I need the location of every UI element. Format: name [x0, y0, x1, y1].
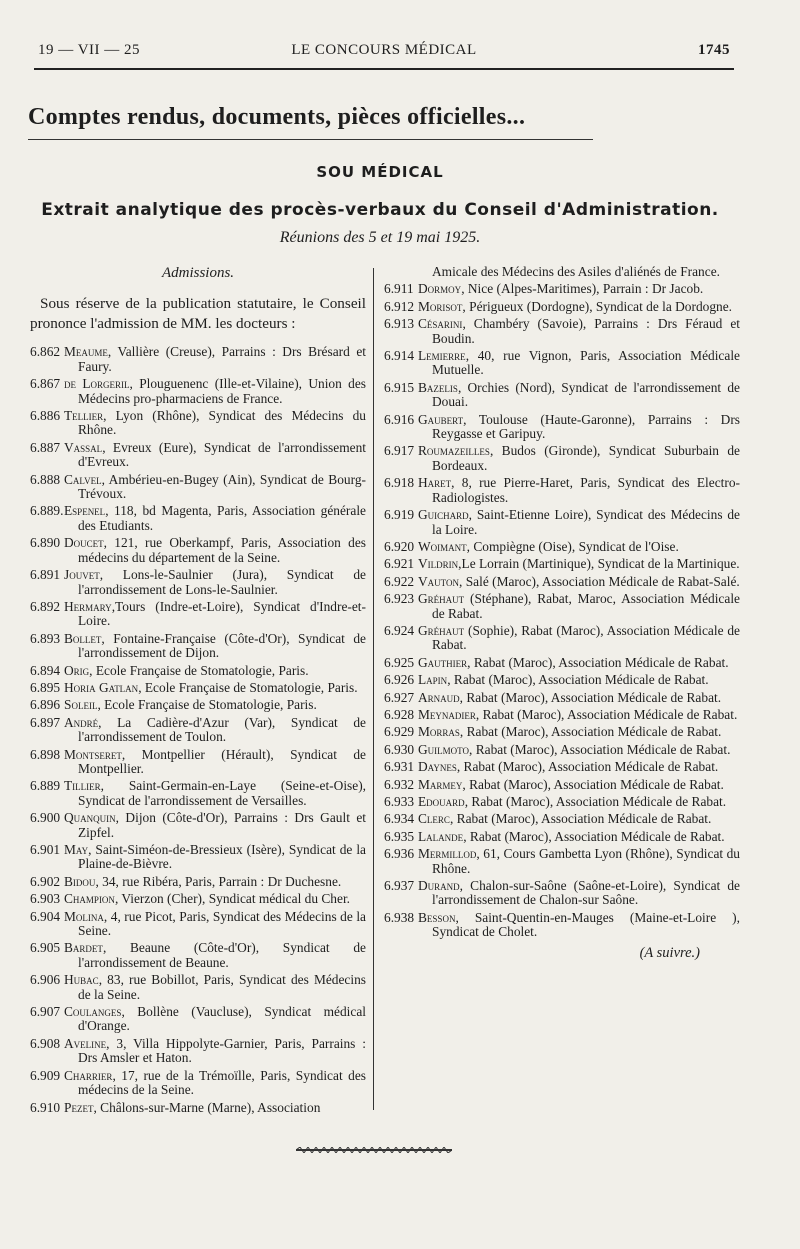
- issue-date: 19 — VII — 25: [38, 42, 141, 58]
- entry-name: Lapin: [418, 672, 448, 688]
- member-entry: [384, 673, 740, 687]
- section-rule: [28, 139, 593, 140]
- member-entry: [384, 812, 740, 826]
- entry-name: Quanquin: [64, 810, 116, 826]
- entry-text: , Chalon-sur-Saône (Saône-et-Loire), Syndicat de l'arrondissement de Chalon-sur Saône.: [432, 878, 740, 908]
- entry-number: 6.916: [384, 411, 415, 427]
- entry-number: 6.927: [384, 689, 415, 705]
- member-entry: [384, 444, 740, 473]
- member-entry: [384, 743, 740, 757]
- entry-text: , 4, rue Picot, Paris, Syndicat des Médecins de la Seine.: [78, 908, 366, 939]
- entry-number: 6.919: [384, 507, 415, 523]
- entry-name: Charrier: [64, 1067, 113, 1083]
- entry-text: , Rabat (Maroc), Association Médicale de Rabat.: [456, 759, 719, 775]
- page-number: 1745: [698, 42, 730, 58]
- entry-text: , Vierzon (Cher), Syndicat médical du Cher.: [114, 891, 351, 907]
- entry-name: Guilmoto: [418, 741, 470, 757]
- entry-number: 6.918: [384, 475, 415, 491]
- entry-text: , 8, rue Pierre-Haret, Paris, Syndicat des Electro-Radiologistes.: [432, 475, 740, 505]
- entry-number: 6.891: [30, 567, 61, 583]
- right-column: [384, 266, 740, 960]
- entry-number: 6.895: [30, 679, 61, 695]
- entry-number: 6.867: [30, 376, 61, 392]
- entry-name: Gauthier: [418, 654, 468, 670]
- entry-name: Bidou: [64, 873, 96, 889]
- entry-text: , Beaune (Côte-d'Or), Syndicat de l'arrondissement de Beaune.: [78, 940, 366, 970]
- entry-text: , Rabat (Maroc), Association Médicale de Rabat.: [447, 672, 709, 688]
- entry-number: 6.931: [384, 759, 415, 775]
- member-entry: [384, 847, 740, 876]
- entry-name: Woimant: [418, 538, 467, 554]
- entry-text: , 118, bd Magenta, Paris, Association générale des Etudiants.: [78, 503, 366, 533]
- entry-name: Bazelis: [418, 379, 458, 395]
- entry-text: , Nice (Alpes-Maritimes), Parrain : Dr Jacob.: [461, 281, 704, 297]
- member-entry: [30, 632, 366, 661]
- member-entry: [30, 941, 366, 970]
- entry-number: 6.935: [384, 828, 415, 844]
- entry-name: Edouard: [418, 794, 465, 809]
- entry-text: , Montpellier (Hérault), Syndicat de Montpellier.: [78, 746, 366, 776]
- entry-name: Gréhaut: [418, 591, 465, 607]
- entry-text: , Ecole Française de Stomatologie, Paris.: [97, 697, 317, 713]
- member-entry: [384, 795, 740, 809]
- member-entry: [384, 476, 740, 505]
- entry-name: May: [64, 842, 89, 857]
- entry-number: 6.892: [30, 598, 61, 614]
- entry-number: 6.889: [30, 778, 61, 794]
- entry-text: , 83, rue Bobillot, Paris, Syndicat des Médecins de la Seine.: [78, 972, 366, 1002]
- entry-text: , Rabat (Maroc), Association Médicale de Rabat.: [459, 724, 722, 740]
- entry-text: , Salé (Maroc), Association Médicale de Rabat-Salé.: [459, 573, 740, 589]
- entry-number: 6.934: [384, 811, 415, 827]
- entry-text: , Bollène (Vaucluse), Syndicat médical d'Orange.: [78, 1004, 366, 1034]
- entry-number: 6.906: [30, 972, 61, 988]
- entry-text: , Saint-Quentin-en-Mauges (Maine-et-Loire ), Syndicat de Cholet.: [432, 909, 740, 940]
- entry-text: , Orchies (Nord), Syndicat de l'arrondissement de Douai.: [432, 379, 740, 410]
- entry-number: 6.920: [384, 538, 415, 554]
- entry-number: 6.902: [30, 873, 61, 889]
- entry-name: Haret: [418, 475, 452, 491]
- entry-name: Lalande: [418, 828, 464, 844]
- entry-text: ,Le Lorrain (Martinique), Syndicat de la Martinique.: [458, 556, 740, 572]
- entry-number: 6.914: [384, 348, 415, 364]
- entry-text: , Vallière (Creuse), Parrains : Drs Brésard et Faury.: [78, 344, 366, 374]
- column-divider: [373, 268, 374, 1110]
- entry-text: , Plouguenenc (Ille-et-Vilaine), Union des Médecins pro-pharmaciens de France.: [78, 376, 366, 406]
- entry-number: 6.898: [30, 746, 61, 762]
- member-entry: [384, 656, 740, 670]
- ornament-rule: [296, 1147, 452, 1153]
- entry-name: Césarini: [418, 316, 463, 332]
- entry-name: Daynes: [418, 759, 457, 775]
- entry-number: 6.924: [384, 622, 415, 638]
- entry-name: Bollet: [64, 630, 102, 646]
- member-entry: [30, 409, 366, 438]
- member-entry: [30, 568, 366, 597]
- entry-name: Vauton: [418, 573, 460, 589]
- entry-name: de Lorgeril: [64, 376, 130, 392]
- left-column: [30, 266, 366, 1118]
- entry-number: 6.896: [30, 697, 61, 713]
- entry-text: , Saint-Germain-en-Laye (Seine-et-Oise), Syndicat de l'arrondissement de Versailles.: [78, 778, 366, 808]
- member-entry: [384, 540, 740, 554]
- entry-text: , Evreux (Eure), Syndicat de l'arrondissement d'Evreux.: [78, 439, 366, 470]
- entry-continuation: Amicale des Médecins des Asiles d'aliénés de France.: [432, 264, 720, 279]
- entry-text: , Périgueux (Dordogne), Syndicat de la Dordogne.: [462, 298, 733, 314]
- entry-number: 6.917: [384, 443, 415, 459]
- journal-title: LE CONCOURS MÉDICAL: [291, 42, 477, 58]
- entry-name: Gaubert: [418, 411, 464, 427]
- entry-name: Hermary: [64, 598, 112, 614]
- entry-number: 6.909: [30, 1067, 61, 1083]
- member-entry: [384, 879, 740, 908]
- entry-name: Meaume: [64, 344, 108, 360]
- entry-number: 6.938: [384, 909, 415, 925]
- entry-name: Tillier: [64, 778, 101, 794]
- sou-medical-heading: SOU MÉDICAL: [316, 163, 444, 181]
- member-entry: [384, 691, 740, 705]
- entry-name: Calvel: [64, 471, 102, 487]
- member-entry: [384, 508, 740, 537]
- member-entry: [384, 300, 740, 314]
- entry-name: Gréhaut: [418, 622, 465, 638]
- member-entry: [30, 892, 366, 906]
- member-entry: [384, 557, 740, 571]
- entry-number: 6.910: [30, 1099, 61, 1115]
- entry-text: (Sophie), Rabat (Maroc), Association Médicale de Rabat.: [432, 622, 740, 653]
- entry-number: 6.900: [30, 810, 61, 826]
- entry-name: Dormoy: [418, 281, 462, 297]
- entry-number: 6.937: [384, 878, 415, 894]
- member-entry: [30, 664, 366, 678]
- entry-text: , Rabat (Maroc), Association Médicale de Rabat.: [475, 706, 738, 722]
- entry-text: ,Tours (Indre-et-Loire), Syndicat d'Indre-et-Loire.: [78, 598, 366, 629]
- entry-text: , Saint-Etienne Loire), Syndicat des Médecins de la Loire.: [432, 507, 740, 537]
- entry-number: 6.921: [384, 556, 415, 572]
- member-entry: [384, 760, 740, 774]
- entry-number: 6.903: [30, 891, 61, 907]
- entry-name: Vildrin: [418, 556, 459, 572]
- member-entry: [384, 282, 740, 296]
- entry-name: Roumazeilles: [418, 443, 490, 459]
- entry-name: Bardet: [64, 940, 103, 956]
- entry-name: Espenel: [64, 503, 106, 519]
- member-entry: [384, 317, 740, 346]
- a-suivre: (A suivre.): [639, 944, 700, 961]
- entry-text: , Rabat (Maroc), Association Médicale de Rabat.: [459, 689, 722, 705]
- entry-name: Aveline: [64, 1035, 107, 1051]
- entry-text: , 34, rue Ribéra, Paris, Parrain : Dr Duchesne.: [95, 873, 342, 889]
- entry-number: 6.890: [30, 535, 61, 551]
- entry-text: , 61, Cours Gambetta Lyon (Rhône), Syndicat du Rhône.: [432, 846, 740, 876]
- entry-number: 6.862: [30, 344, 61, 360]
- entry-number: 6.926: [384, 672, 415, 688]
- member-entry: [384, 624, 740, 653]
- entry-number: 6.905: [30, 940, 61, 956]
- member-entry: [384, 830, 740, 844]
- entry-name: Clerc: [418, 811, 450, 827]
- entry-number: 6.922: [384, 573, 415, 589]
- entry-text: , Dijon (Côte-d'Or), Parrains : Drs Gault et Zipfel.: [78, 810, 366, 840]
- entry-number: 6.932: [384, 776, 415, 792]
- entry-name: Pezet: [64, 1099, 94, 1115]
- entry-text: , Fontaine-Française (Côte-d'Or), Syndicat de l'arrondissement de Dijon.: [78, 630, 366, 661]
- member-entry: [30, 600, 366, 629]
- entry-text: , Lons-le-Saulnier (Jura), Syndicat de l'arrondissement de Lons-le-Saulnier.: [78, 567, 366, 597]
- member-entry: [30, 716, 366, 745]
- member-entry: [384, 725, 740, 739]
- entry-number: 6.888: [30, 471, 61, 487]
- entry-number: 6.912: [384, 298, 415, 314]
- entry-number: 6.925: [384, 654, 415, 670]
- entry-text: , 3, Villa Hippolyte-Garnier, Paris, Parrains : Drs Amsler et Haton.: [78, 1035, 366, 1066]
- member-entry: [30, 345, 366, 374]
- entry-text: , 40, rue Vignon, Paris, Association Médicale Mutuelle.: [432, 348, 740, 378]
- entry-name: Jouvet: [64, 567, 100, 583]
- entry-text: , Ecole Française de Stomatologie, Paris.: [89, 662, 309, 678]
- running-header: [38, 42, 730, 66]
- admissions-heading: Admissions.: [161, 265, 235, 281]
- member-entry: [384, 413, 740, 442]
- entry-text: , Châlons-sur-Marne (Marne), Association: [93, 1099, 321, 1115]
- entry-name: Horia Gatlan: [64, 679, 139, 695]
- member-entry: [30, 1005, 366, 1034]
- entry-name: Coulanges: [64, 1004, 122, 1020]
- member-entry: [384, 349, 740, 378]
- right-entry-list: [384, 282, 740, 939]
- entry-number: 6.887: [30, 439, 61, 455]
- extrait-heading: Extrait analytique des procès-verbaux du Conseil d'Administration.: [41, 200, 719, 220]
- entry-text: , Ambérieu-en-Bugey (Ain), Syndicat de Bourg-Trévoux.: [78, 471, 366, 502]
- entry-text: , Rabat (Maroc), Association Médicale de Rabat.: [462, 776, 724, 792]
- entry-name: Montseret: [64, 746, 122, 762]
- entry-number: 6.915: [384, 379, 415, 395]
- entry-number: 6.897: [30, 714, 61, 730]
- entry-number: 6.923: [384, 591, 415, 607]
- entry-name: Morras: [418, 724, 460, 740]
- entry-text: , Rabat (Maroc), Association Médicale de Rabat.: [469, 741, 731, 757]
- entry-number: 6.933: [384, 794, 415, 809]
- entry-name: Besson: [418, 909, 456, 925]
- entry-text: , La Cadière-d'Azur (Var), Syndicat de l'arrondissement de Toulon.: [78, 714, 366, 745]
- entry-number: 6.894: [30, 662, 61, 678]
- entry-text: , 121, rue Oberkampf, Paris, Association des médecins du département de la Seine.: [78, 535, 366, 565]
- entry-name: Molina: [64, 908, 104, 924]
- entry-number: 6.928: [384, 706, 415, 722]
- entry-text: , Rabat (Maroc), Association Médicale de Rabat.: [449, 811, 712, 827]
- entry-name: Orig: [64, 662, 90, 678]
- entry-name: Vassal: [64, 439, 103, 455]
- entry-name: Morisot: [418, 298, 463, 314]
- entry-name: Guichard: [418, 507, 469, 523]
- entry-name: Meynadier: [418, 706, 476, 722]
- header-rule: [34, 68, 734, 70]
- member-entry: [30, 875, 366, 889]
- entry-number: 6.901: [30, 842, 61, 857]
- entry-name: Tellier: [64, 408, 104, 424]
- member-entry: [30, 748, 366, 777]
- entry-text: , Chambéry (Savoie), Parrains : Drs Féraud et Boudin.: [432, 316, 740, 346]
- entry-name: Arnaud: [418, 689, 460, 705]
- entry-number: 6.929: [384, 724, 415, 740]
- entry-name: Hubac: [64, 972, 99, 988]
- entry-number: 6.930: [384, 741, 415, 757]
- entry-number: 6.913: [384, 316, 415, 332]
- member-entry: [30, 377, 366, 406]
- entry-name: Mermillod: [418, 846, 477, 862]
- entry-name: Doucet: [64, 535, 104, 551]
- entry-text: , 17, rue de la Trémoïlle, Paris, Syndicat des médecins de la Seine.: [78, 1067, 366, 1098]
- member-entry: [30, 698, 366, 712]
- member-entry: [30, 843, 366, 872]
- entry-number: 6.889.: [30, 503, 64, 519]
- entry-text: (Stéphane), Rabat, Maroc, Association Médicale de Rabat.: [432, 591, 740, 621]
- entry-text: , Rabat (Maroc), Association Médicale de Rabat.: [464, 794, 727, 809]
- entry-name: Champion: [64, 891, 115, 907]
- entry-text: , Saint-Siméon-de-Bressieux (Isère), Syndicat de la Plaine-de-Bièvre.: [78, 842, 366, 872]
- entry-name: Marmey: [418, 776, 463, 792]
- member-entry: [30, 1069, 366, 1098]
- entry-name: Lemierre: [418, 348, 466, 364]
- member-entry: [30, 779, 366, 808]
- entry-name: Durand: [418, 878, 460, 894]
- entry-number: 6.907: [30, 1004, 61, 1020]
- member-entry: [384, 381, 740, 410]
- member-entry: [30, 973, 366, 1002]
- member-entry: [30, 441, 366, 470]
- member-entry: [30, 1101, 366, 1115]
- entry-text: , Budos (Gironde), Syndicat Suburbain de Bordeaux.: [432, 443, 740, 473]
- entry-text: , Compiègne (Oise), Syndicat de l'Oise.: [466, 538, 679, 554]
- entry-text: , Ecole Française de Stomatologie, Paris.: [138, 679, 358, 695]
- member-entry: [30, 681, 366, 695]
- entry-number: 6.893: [30, 630, 61, 646]
- member-entry: [384, 592, 740, 621]
- entry-text: , Rabat (Maroc), Association Médicale de Rabat.: [463, 828, 725, 844]
- member-entry: [30, 811, 366, 840]
- entry-number: 6.886: [30, 408, 61, 424]
- entry-name: Soleil: [64, 697, 98, 713]
- member-entry: [384, 575, 740, 589]
- member-entry: [384, 911, 740, 940]
- member-entry: [384, 778, 740, 792]
- member-entry: [30, 536, 366, 565]
- entry-number: 6.904: [30, 908, 61, 924]
- left-entry-list: [30, 345, 366, 1115]
- member-entry: [384, 708, 740, 722]
- entry-text: , Lyon (Rhône), Syndicat des Médecins du Rhône.: [78, 408, 366, 438]
- entry-text: , Toulouse (Haute-Garonne), Parrains : Drs Reygasse et Garipuy.: [432, 411, 740, 442]
- member-entry: [30, 473, 366, 502]
- entry-number: 6.911: [384, 281, 414, 297]
- intro-paragraph: Sous réserve de la publication statutaire, le Conseil prononce l'admission de MM. les docteurs :: [30, 295, 366, 332]
- entry-number: 6.908: [30, 1035, 61, 1051]
- entry-number: 6.936: [384, 846, 415, 862]
- section-title: Comptes rendus, documents, pièces officielles...: [28, 104, 526, 130]
- member-entry: [30, 1037, 366, 1066]
- reunions-subtitle: Réunions des 5 et 19 mai 1925.: [279, 229, 481, 246]
- member-entry: [30, 910, 366, 939]
- member-entry: [30, 504, 366, 533]
- entry-text: , Rabat (Maroc), Association Médicale de Rabat.: [467, 654, 729, 670]
- entry-name: André: [64, 714, 99, 730]
